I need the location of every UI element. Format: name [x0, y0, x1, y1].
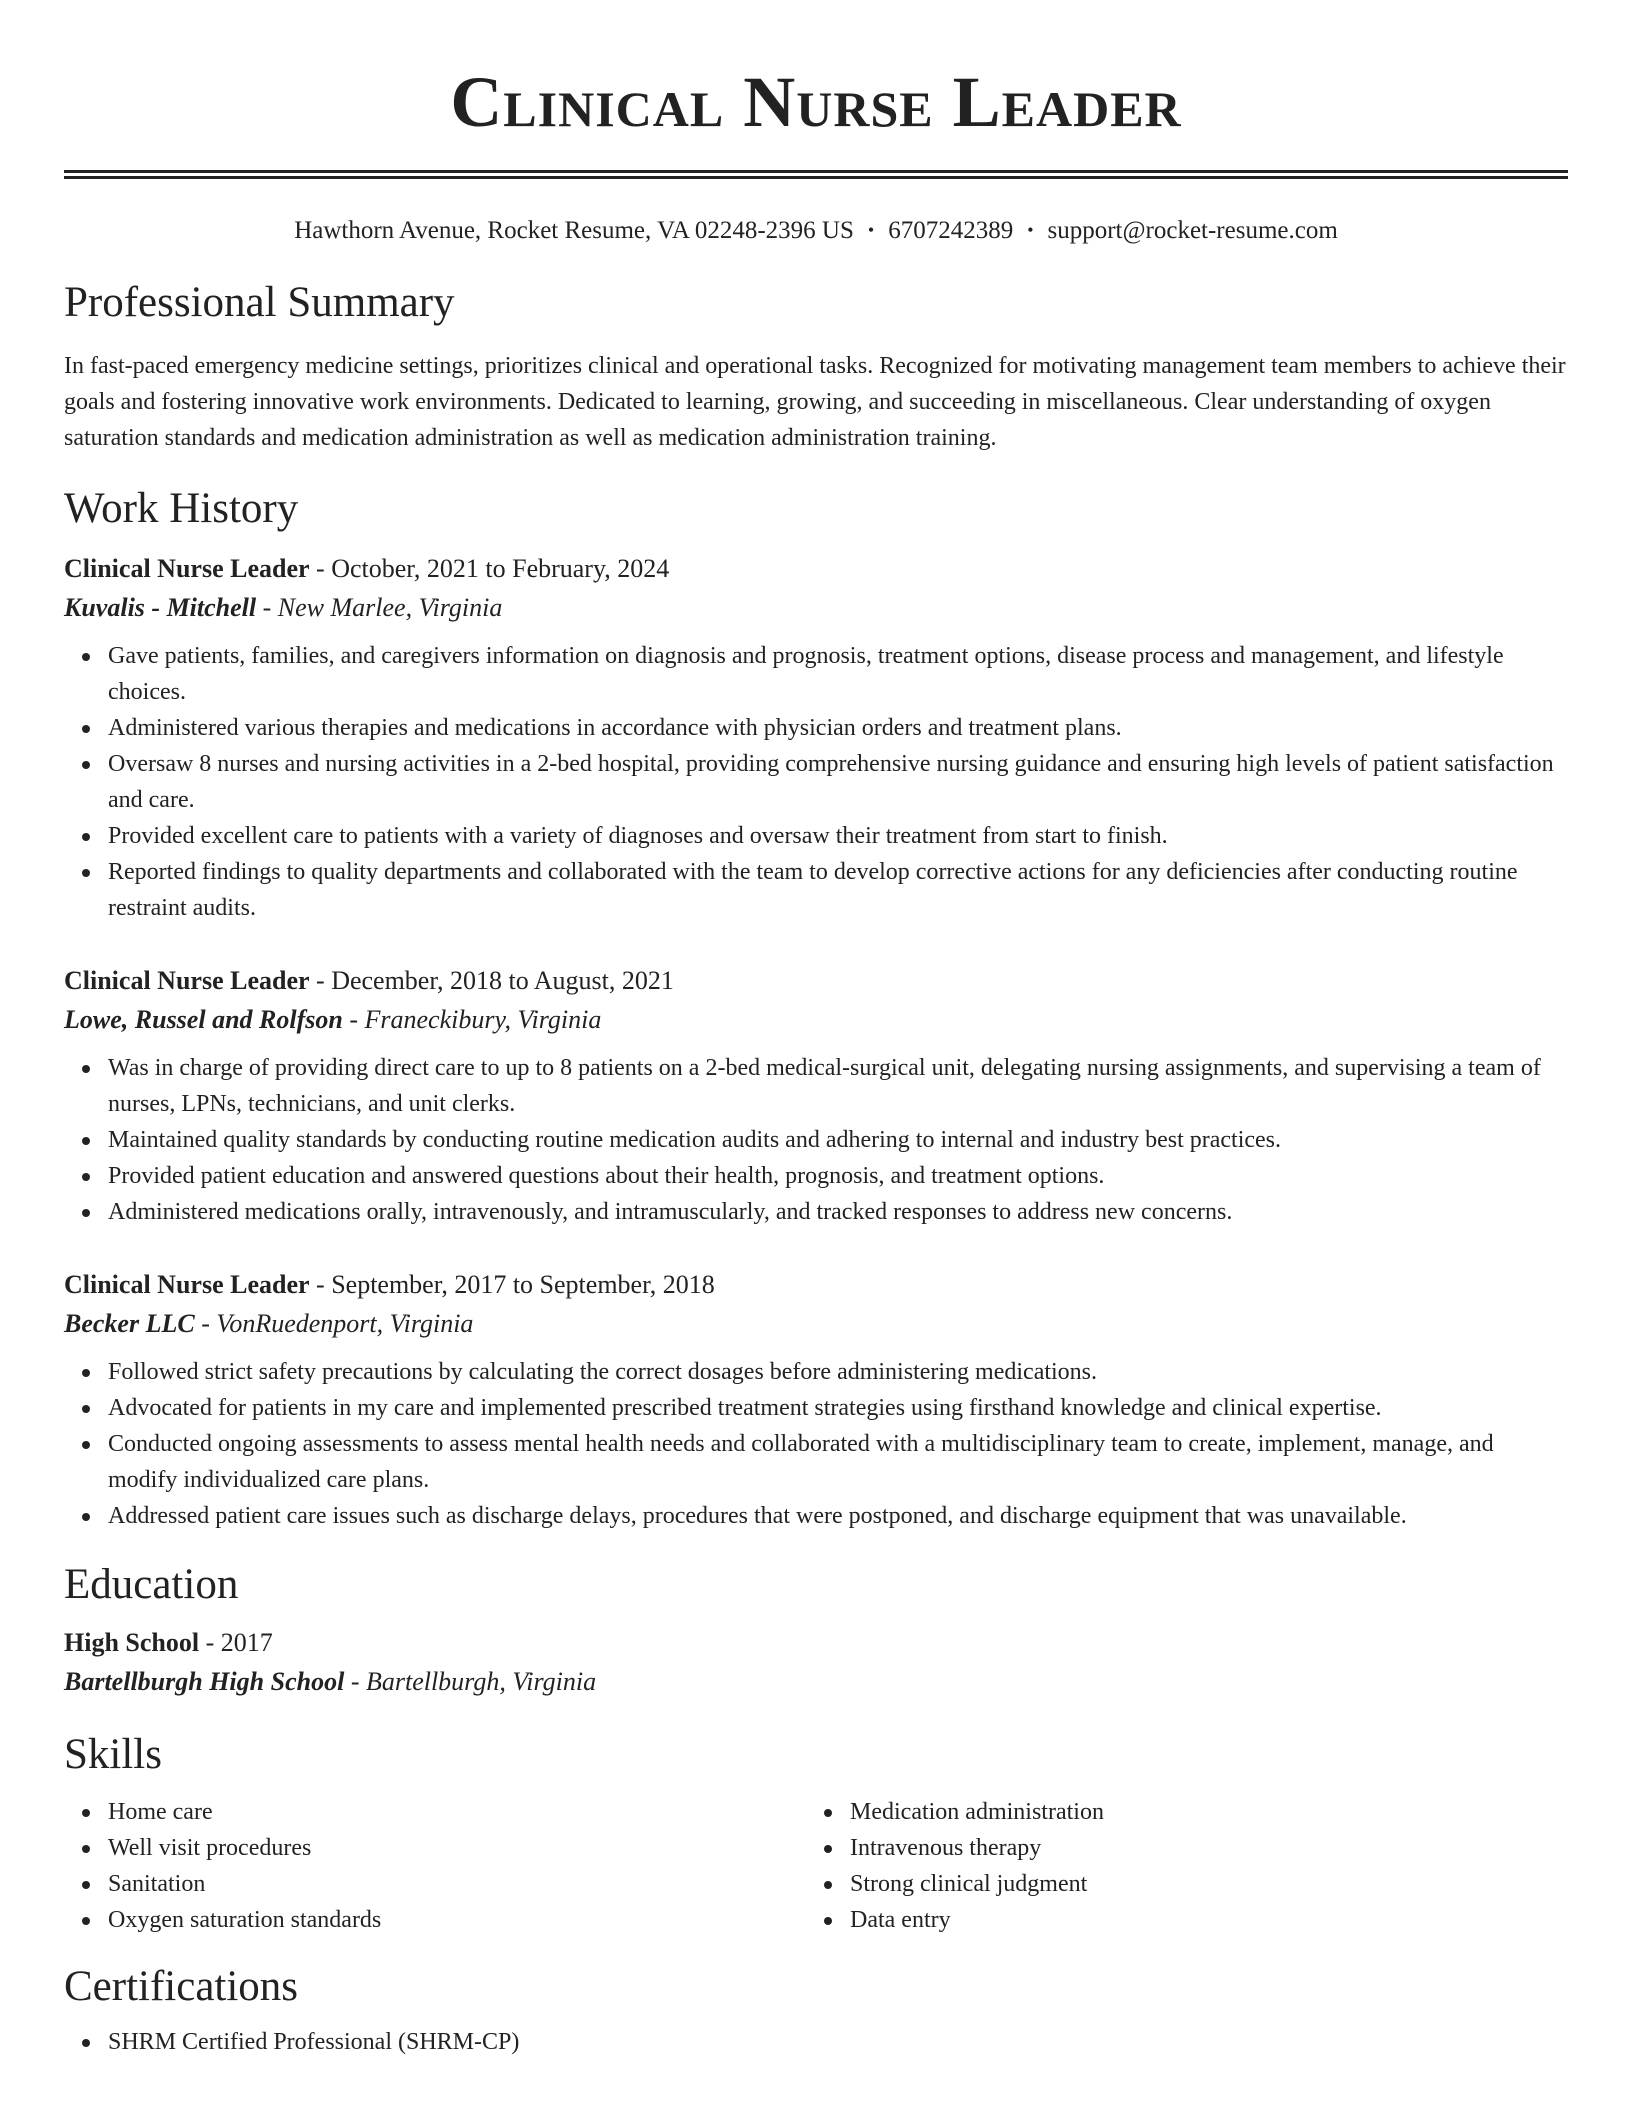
job-employer-line [64, 1000, 1568, 1040]
skill-item: Strong clinical judgment [850, 1866, 1548, 1902]
skills-column-right [806, 1794, 1548, 1938]
contact-line [64, 213, 1568, 248]
job-header [64, 1266, 1568, 1304]
job-bullet: Administered various therapies and medications in accordance with physician orders and treatment plans. [108, 710, 1568, 746]
job-employer-line [64, 1304, 1568, 1344]
contact-separator: • [1027, 220, 1034, 240]
job-bullet: Gave patients, families, and caregivers information on diagnosis and prognosis, treatment options, disease process and management, and lifestyle choices. [108, 638, 1568, 710]
job-bullets [64, 1354, 1568, 1534]
job-bullet: Reported findings to quality departments and collaborated with the team to develop corrective actions for any deficiencies after conducting routine restraint audits. [108, 854, 1568, 926]
job-bullet: Provided excellent care to patients with a variety of diagnoses and oversaw their treatment from start to finish. [108, 818, 1568, 854]
job-employer: Becker LLC [64, 1309, 195, 1338]
job-header [64, 962, 1568, 1000]
job-bullet: Advocated for patients in my care and implemented prescribed treatment strategies using firsthand knowledge and clinical expertise. [108, 1390, 1568, 1426]
certification-item: SHRM Certified Professional (SHRM-CP) [108, 2024, 1568, 2060]
job-bullet: Addressed patient care issues such as discharge delays, procedures that were postponed, and discharge equipment that was unavailable. [108, 1498, 1568, 1534]
job-bullet: Provided patient education and answered questions about their health, prognosis, and treatment options. [108, 1158, 1568, 1194]
job-location: - Franeckibury, Virginia [342, 1005, 602, 1034]
skills-grid [64, 1794, 1568, 1938]
job-dates: - December, 2018 to August, 2021 [309, 966, 674, 995]
job-entry [64, 962, 1568, 1230]
job-bullet: Was in charge of providing direct care to up to 8 patients on a 2-bed medical-surgical unit, delegating nursing assignments, and supervising a team of nurses, LPNs, technicians, and unit clerks. [108, 1050, 1568, 1122]
job-header [64, 550, 1568, 588]
skills-list [806, 1794, 1548, 1938]
job-bullet: Followed strict safety precautions by calculating the correct dosages before administering medications. [108, 1354, 1568, 1390]
skill-item: Sanitation [108, 1866, 806, 1902]
education-year: - 2017 [199, 1628, 273, 1657]
job-entry [64, 550, 1568, 926]
job-employer: Kuvalis - Mitchell [64, 593, 257, 622]
job-bullet: Maintained quality standards by conducting routine medication audits and adhering to internal and industry best practices. [108, 1122, 1568, 1158]
summary-heading: Professional Summary [64, 279, 455, 326]
candidate-name: Clinical Nurse Leader [450, 62, 1182, 142]
certifications-list [64, 2024, 1568, 2060]
skills-heading: Skills [64, 1731, 162, 1778]
job-bullets [64, 1050, 1568, 1230]
education-header [64, 1624, 1568, 1662]
skill-item: Well visit procedures [108, 1830, 806, 1866]
job-bullet: Conducted ongoing assessments to assess mental health needs and collaborated with a multidisciplinary team to create, implement, manage, and modify individualized care plans. [108, 1426, 1568, 1498]
skill-item: Intravenous therapy [850, 1830, 1548, 1866]
contact-separator: • [867, 220, 875, 240]
skill-item: Oxygen saturation standards [108, 1902, 806, 1938]
skill-item: Medication administration [850, 1794, 1548, 1830]
skill-item: Data entry [850, 1902, 1548, 1938]
contact-phone: 6707242389 [888, 217, 1014, 244]
job-bullet: Administered medications orally, intravenously, and intramuscularly, and tracked responses to address new concerns. [108, 1194, 1568, 1230]
job-bullets [64, 638, 1568, 926]
education-location: - Bartellburgh, Virginia [344, 1667, 597, 1696]
education-school: Bartellburgh High School [64, 1667, 345, 1696]
skill-item: Home care [108, 1794, 806, 1830]
education-school-line [64, 1662, 1568, 1702]
skills-column-left [64, 1794, 806, 1938]
certifications-heading: Certifications [64, 1963, 299, 2010]
job-role: Clinical Nurse Leader [64, 966, 310, 995]
job-entry [64, 1266, 1568, 1534]
education-entry [64, 1624, 1568, 1702]
contact-email: support@rocket-resume.com [1047, 217, 1338, 244]
education-heading: Education [64, 1561, 239, 1608]
job-employer-line [64, 588, 1568, 628]
job-location: - VonRuedenport, Virginia [194, 1309, 474, 1338]
job-bullet: Oversaw 8 nurses and nursing activities in a 2-bed hospital, providing comprehensive nursing guidance and ensuring high levels of patient satisfaction and care. [108, 746, 1568, 818]
job-dates: - October, 2021 to February, 2024 [309, 554, 670, 583]
contact-address: Hawthorn Avenue, Rocket Resume, VA 02248-2396 US [294, 217, 854, 244]
skills-list [64, 1794, 806, 1938]
job-employer: Lowe, Russel and Rolfson [64, 1005, 343, 1034]
job-role: Clinical Nurse Leader [64, 1270, 310, 1299]
work-history-heading: Work History [64, 485, 299, 532]
job-dates: - September, 2017 to September, 2018 [309, 1270, 715, 1299]
header-divider [64, 170, 1568, 179]
education-degree: High School [64, 1628, 200, 1657]
job-location: - New Marlee, Virginia [256, 593, 503, 622]
job-role: Clinical Nurse Leader [64, 554, 310, 583]
summary-text: In fast-paced emergency medicine settings, prioritizes clinical and operational tasks. Recognized for motivating management team members to achieve their goals and fostering innovative work environments. Dedicated to learning, growing, and succeeding in miscellaneous. Clear understanding of oxygen saturation standards and medication administration as well as medication administration training. [64, 353, 1566, 451]
